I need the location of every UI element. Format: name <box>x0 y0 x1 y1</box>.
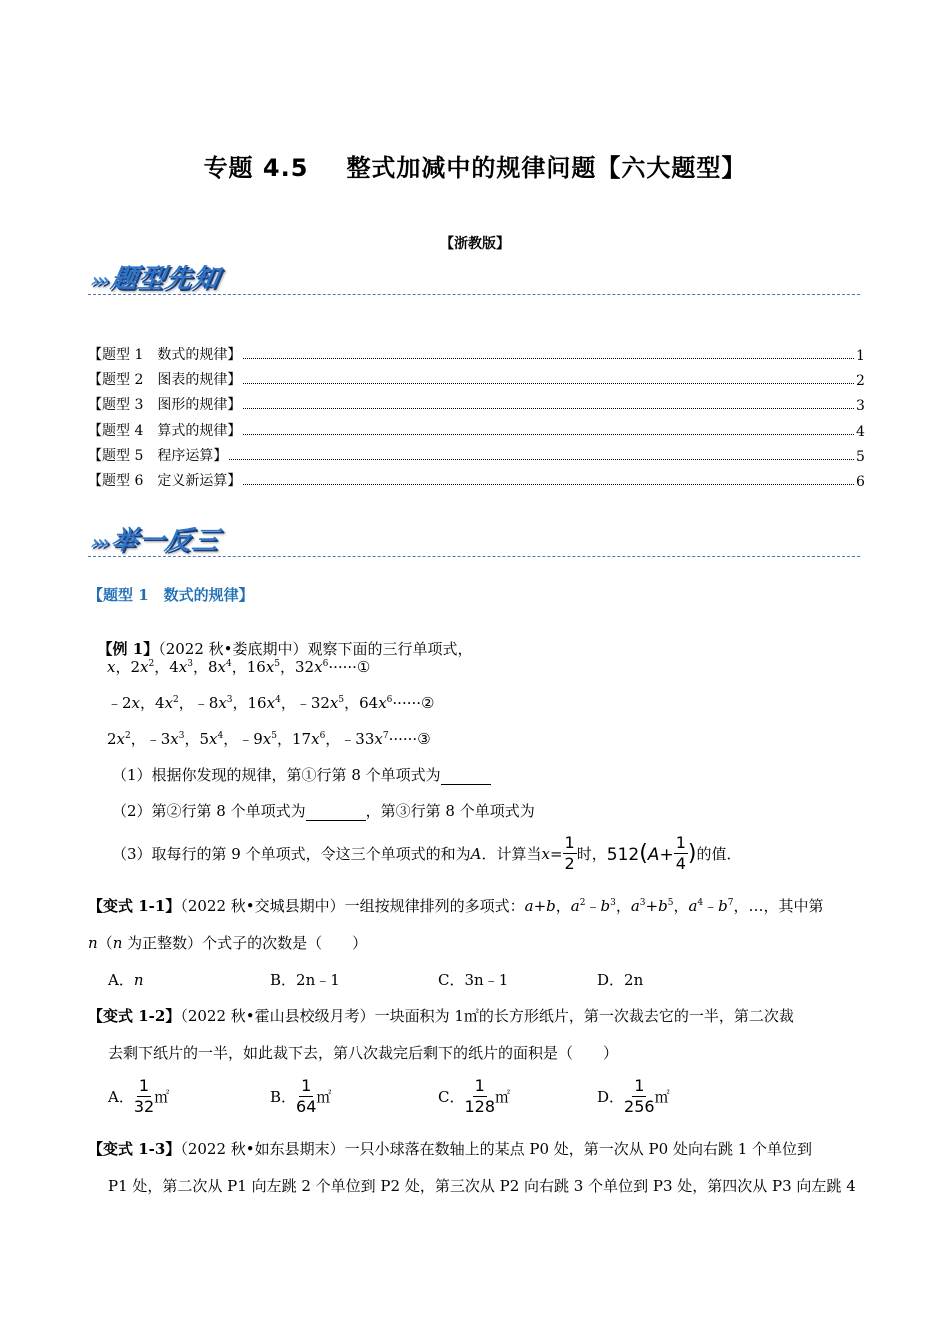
variant-tag: 【变式 1-1】 <box>88 897 181 915</box>
toc-leader <box>243 383 854 384</box>
variant-1-3-line2: P1 处，第二次从 P1 向左跳 2 个单位到 P2 处，第三次从 P2 向右跳 3 个单位到 P3 处，第四次从 P3 向左跳 4 <box>108 1177 856 1195</box>
monomial-row-3: $2x^2$，$﹣3x^3$，$5x^4$，$﹣9x^5$，$17x^6$，$﹣33x^7\cdot\cdot\cdot\cdot\cdot\cdot ③$ <box>107 730 431 748</box>
answer-blank[interactable] <box>306 802 366 821</box>
toc-item[interactable]: 【题型 4 算式的规律】 4 <box>88 423 865 440</box>
variant-1-1: 【变式 1-1】（2022 秋•交城县期中）一组按规律排列的多项式：a+b，$a^2﹣b^3$，$a^3+b^5$，$a^4﹣b^7$，…，其中第 <box>88 897 824 915</box>
toc-leader <box>243 434 854 435</box>
edition-label: 【浙教版】 <box>440 236 510 252</box>
option-a[interactable]: A．n <box>108 971 144 989</box>
divider <box>88 556 860 557</box>
example-1-intro: 【例 1】（2022 秋•娄底期中）观察下面的三行单项式， <box>97 640 473 658</box>
title-number: 专题 4.5 <box>203 154 309 182</box>
variant-tag: 【变式 1-2】 <box>88 1007 181 1025</box>
banner-practice-text: 举一反三 <box>108 526 222 556</box>
question-1: （1）根据你发现的规律，第①行第 8 个单项式为 <box>112 764 491 785</box>
fraction-quarter: $\frac{1}{4}$ <box>675 833 686 873</box>
section-heading: 【题型 1 数式的规律】 <box>88 586 254 604</box>
variant-1-1-line2: n（n 为正整数）个式子的次数是（ ） <box>88 934 368 952</box>
banner-arrows-icon: ››› <box>89 268 110 292</box>
option-c[interactable]: C． $\frac{1}{128}$ ㎡ <box>438 1076 511 1116</box>
toc-item[interactable]: 【题型 6 定义新运算】 6 <box>88 473 865 490</box>
option-a[interactable]: A． $\frac{1}{32}$ ㎡ <box>108 1076 170 1116</box>
variant-1-2: 【变式 1-2】（2022 秋•霍山县校级月考）一块面积为 1㎡的长方形纸片，第一次裁去它的一半，第二次裁 <box>88 1007 794 1025</box>
monomial-row-2: ﹣2x，$4x^2$，$﹣8x^3$，$16x^4$，$﹣32x^5$，$64x^6\cdot\cdot\cdot\cdot\cdot\cdot ②$ <box>107 694 435 712</box>
option-d[interactable]: D． $\frac{1}{256}$ ㎡ <box>597 1076 670 1116</box>
question-3: （3）取每行的第 9 个单项式，令这三个单项式的和为 A ．计算当 x = $\frac{1}{2}$ 时， 512(A+ $\frac{1}{4}$ ) 的值． <box>112 833 742 873</box>
variant-1-3: 【变式 1-3】（2022 秋•如东县期末）一只小球落在数轴上的某点 P0 处，第一次从 P0 处向右跳 1 个单位到 <box>88 1140 813 1158</box>
variant-1-2-line2: 去剩下纸片的一半，如此裁下去，第八次裁完后剩下的纸片的面积是（ ） <box>108 1044 619 1062</box>
variant-tag: 【变式 1-3】 <box>88 1140 181 1158</box>
banner-overview-text: 题型先知 <box>108 264 222 294</box>
answer-blank[interactable] <box>441 766 491 785</box>
toc-item[interactable]: 【题型 5 程序运算】 5 <box>88 448 865 465</box>
page-title <box>0 148 950 183</box>
toc-item[interactable]: 【题型 1 数式的规律】 1 <box>88 347 865 364</box>
option-b[interactable]: B． $\frac{1}{64}$ ㎡ <box>270 1076 332 1116</box>
fraction-half: $\frac{1}{2}$ <box>564 833 575 873</box>
toc-item[interactable]: 【题型 3 图形的规律】 3 <box>88 397 865 414</box>
divider <box>88 294 860 295</box>
toc-item[interactable]: 【题型 2 图表的规律】 2 <box>88 372 865 389</box>
option-c[interactable]: C．3n﹣1 <box>438 971 509 989</box>
example-tag: 【例 1】 <box>97 640 159 658</box>
title-text: 整式加减中的规律问题【六大题型】 <box>346 154 747 182</box>
option-b[interactable]: B．2n﹣1 <box>270 971 340 989</box>
toc-leader <box>229 459 854 460</box>
monomial-row-1: x，$2x^2$，$4x^3$，$8x^4$，$16x^5$，$32x^6\cdot\cdot\cdot\cdot\cdot\cdot ①$ <box>107 658 371 676</box>
option-d[interactable]: D．2n <box>597 971 644 989</box>
banner-practice <box>89 520 223 557</box>
expression: 512(A+ <box>606 841 674 866</box>
toc-leader <box>243 484 854 485</box>
banner-overview <box>89 258 223 295</box>
toc-leader <box>243 358 854 359</box>
question-2: （2）第②行第 8 个单项式为 ，第③行第 8 个单项式为 <box>112 802 535 820</box>
banner-arrows-icon: ››› <box>89 530 110 554</box>
toc-leader <box>243 408 854 409</box>
